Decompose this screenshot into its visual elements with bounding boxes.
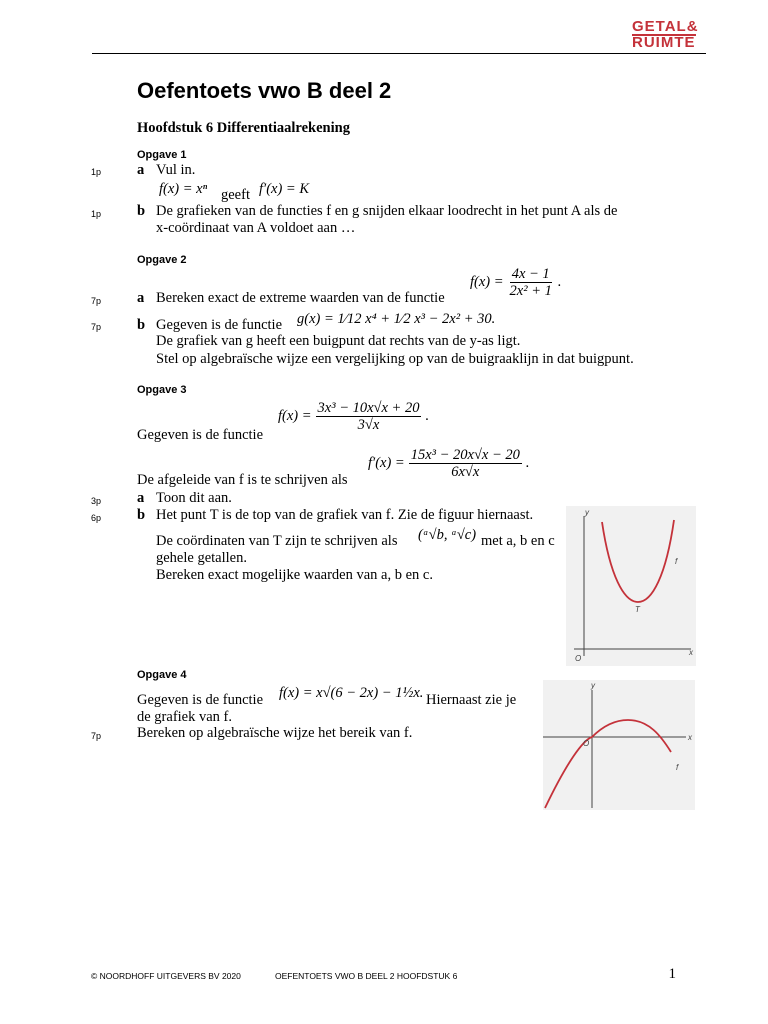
formula-2a-lhs: f(x) = <box>470 274 504 290</box>
graph-3-background <box>566 506 696 666</box>
question-2b-text: Gegeven is de functie <box>156 317 283 333</box>
label-1a: a <box>137 162 145 178</box>
label-2a: a <box>137 290 145 306</box>
question-3b-line-1: Het punt T is de top van de grafiek van f. Zie de figuur hiernaast. <box>156 507 534 523</box>
footer-copyright: © NOORDHOFF UITGEVERS BV 2020 <box>91 971 241 981</box>
formula-3-f-denominator: 3√x <box>357 417 380 433</box>
opgave-4-line-1: Gegeven is de functie <box>137 692 264 708</box>
opgave-3-heading: Opgave 3 <box>137 384 187 396</box>
label-2b: b <box>137 317 146 333</box>
opgave-1-heading: Opgave 1 <box>137 149 187 161</box>
label-3b: b <box>137 507 146 523</box>
opgave-4-heading: Opgave 4 <box>137 669 187 681</box>
points-1a: 1p <box>91 167 102 177</box>
points-4: 7p <box>91 731 102 741</box>
brand-line-1: GETAL& <box>632 18 699 35</box>
opgave-3-intro: Gegeven is de functie <box>137 427 264 443</box>
graph-3-x-label: x <box>689 648 693 657</box>
question-3b-line-4: Bereken exact mogelijke waarden van a, b en c. <box>156 567 433 583</box>
formula-3-d-fraction <box>409 447 522 480</box>
chapter-subtitle: Hoofdstuk 6 Differentiaalrekening <box>137 120 350 136</box>
question-3b-line-2b: met a, b en c <box>481 533 555 549</box>
question-3b-line-3: gehele getallen. <box>156 550 247 566</box>
brand-line-2: RUIMTE <box>632 34 696 51</box>
formula-4: f(x) = x√(6 − 2x) − 1½x. <box>279 685 424 701</box>
formula-3b-coordinates: (ᵃ√b, ᵃ√c) <box>418 527 477 543</box>
formula-3-derivative: f′(x) = $\frac{\text{15x³ − 20x√x − 20}}{6x√x}$ . <box>368 447 530 480</box>
graph-4-x-label: x <box>688 733 692 742</box>
question-4-text: Bereken op algebraïsche wijze het bereik van f. <box>137 725 413 741</box>
question-1a-mid: geeft <box>221 187 250 203</box>
page-number: 1 <box>668 966 676 982</box>
label-3a: a <box>137 490 145 506</box>
formula-3-f-fraction <box>316 400 422 433</box>
question-2b-line-2: De grafiek van g heeft een buigpunt dat rechts van de y-as ligt. <box>156 333 521 349</box>
question-2b-line-3: Stel op algebraïsche wijze een vergelijking op van de buigraaklijn in dat buigpunt. <box>156 351 634 367</box>
question-3a-text: Toon dit aan. <box>156 490 232 506</box>
graph-3-t-label: T <box>635 605 640 614</box>
points-3a: 3p <box>91 496 102 506</box>
formula-2a-numerator: 4x − 1 <box>511 266 550 282</box>
brand-logo <box>632 20 706 50</box>
opgave-4-line-2: de grafiek van f. <box>137 709 233 725</box>
points-2a: 7p <box>91 296 102 306</box>
formula-1a: f(x) = xⁿ <box>159 181 208 197</box>
opgave-4-line-1-end: Hiernaast zie je <box>426 692 517 708</box>
formula-2b: g(x) = 1⁄12 x⁴ + 1⁄2 x³ − 2x² + 30. <box>297 311 496 327</box>
graph-4-f-label: f <box>676 763 679 772</box>
question-1b-line-1: De grafieken van de functies f en g snijden elkaar loodrecht in het punt A als de <box>156 203 618 219</box>
points-3b: 6p <box>91 513 102 523</box>
formula-3-f-lhs: f(x) = <box>278 408 312 424</box>
question-1b-line-2: x-coördinaat van A voldoet aan … <box>156 220 356 236</box>
graph-opgave-4 <box>543 680 695 810</box>
formula-3-d-numerator: 15x³ − 20x√x − 20 <box>410 447 520 463</box>
formula-3-f-numerator: 3x³ − 10x√x + 20 <box>317 400 420 416</box>
formula-1a-answer: f′(x) = K <box>259 181 309 197</box>
formula-3-d-denominator: 6x√x <box>451 464 480 480</box>
points-1b: 1p <box>91 209 102 219</box>
graph-3-origin-label: O <box>575 654 582 663</box>
formula-2a: f(x) = $\frac{4x - 1}{\text{2x² + 1}}$ . <box>470 266 562 299</box>
formula-2a-fraction <box>508 266 554 299</box>
footer-document: OEFENTOETS VWO B DEEL 2 HOOFDSTUK 6 <box>275 971 458 981</box>
graph-4-origin-label: O <box>583 739 590 748</box>
opgave-2-heading: Opgave 2 <box>137 254 187 266</box>
formula-2a-denominator: 2x² + 1 <box>509 283 552 299</box>
graph-4-y-label: y <box>591 681 595 690</box>
question-3b-line-2a: De coördinaten van T zijn te schrijven als <box>156 533 398 549</box>
formula-3-f: f(x) = $\frac{\text{3x³ − 10x√x + 20}}{3√x}$ . <box>278 400 430 433</box>
header-rule <box>92 53 706 54</box>
question-1a-text: Vul in. <box>156 162 196 178</box>
formula-3-d-lhs: f′(x) = <box>368 455 405 471</box>
opgave-3-derivative-text: De afgeleide van f is te schrijven als <box>137 472 348 488</box>
page-title: Oefentoets vwo B deel 2 <box>137 78 392 103</box>
graph-4-background <box>543 680 695 810</box>
graph-3-y-label: y <box>585 508 589 517</box>
question-2a-text: Bereken exact de extreme waarden van de functie <box>156 290 445 306</box>
graph-opgave-3 <box>566 506 696 666</box>
graph-3-f-label: f <box>675 557 678 566</box>
label-1b: b <box>137 203 146 219</box>
points-2b: 7p <box>91 322 102 332</box>
